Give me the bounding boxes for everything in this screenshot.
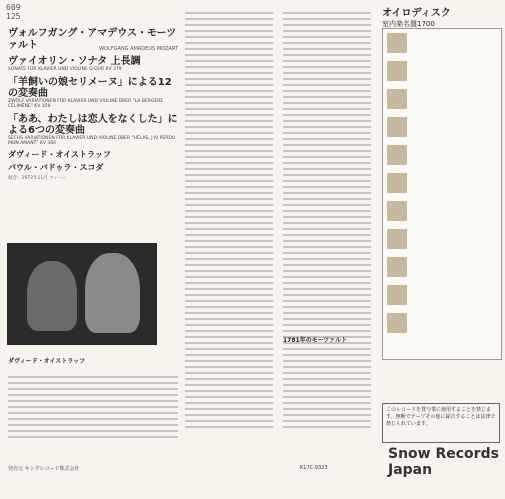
pianist-figure — [85, 253, 140, 333]
work-2-title: 「羊飼いの娘セリメーヌ」による12の変奏曲 — [8, 76, 172, 99]
album-thumb — [387, 229, 407, 249]
catalog-item — [387, 285, 495, 305]
brand-label: オイロディスク — [382, 8, 451, 19]
album-thumb — [387, 61, 407, 81]
catalog-item — [387, 145, 495, 165]
body-text-col-left-bottom — [8, 372, 178, 442]
album-thumb — [387, 145, 407, 165]
album-thumb — [387, 33, 407, 53]
violinist-figure — [27, 261, 77, 331]
series-catalog-box — [382, 28, 502, 360]
catalog-item — [387, 229, 495, 249]
catalog-item — [387, 313, 495, 333]
album-thumb — [387, 285, 407, 305]
watermark-text: Snow Records Japan — [388, 446, 499, 478]
program-block — [8, 28, 178, 181]
performer-piano: パウル・バドゥラ・スコダ — [8, 162, 104, 172]
work-1-subtitle: SONATE FÜR KLAVIER UND VIOLINE G-DUR KV 379 — [8, 67, 122, 72]
footer-catalog-code: K17C-9323 — [300, 465, 328, 471]
catalog-item — [387, 89, 495, 109]
album-thumb — [387, 117, 407, 137]
composer-name-jp: ヴォルフガング・アマデウス・モーツァルト — [8, 28, 177, 51]
album-thumb — [387, 89, 407, 109]
catalog-item — [387, 201, 495, 221]
album-thumb — [387, 201, 407, 221]
catalog-stamp — [6, 3, 20, 21]
recording-info: 録音：1972年11月 ウィーン — [8, 175, 67, 181]
performers-photo — [7, 243, 157, 345]
copyright-notice: このレコードを貸与業に使用することを禁じます。無断でテープその他に録音することは法律で禁じられています。 — [382, 403, 500, 443]
work-2-subtitle: ZWÖLF VARIATIONEN FÜR KLAVIER UND VIOLINE ÜBER "LA BERGÈRE CÉLIMÈNE" KV 359 — [8, 98, 164, 109]
catalog-item — [387, 61, 495, 81]
performer-violin: ダヴィード・オイストラッフ — [8, 149, 111, 159]
album-thumb — [387, 173, 407, 193]
composer-name-en: WOLFGANG AMADEUS MOZART — [99, 46, 178, 52]
body-text-col-3 — [283, 8, 371, 432]
section-heading-oistrakh: ダヴィード・オイストラッフ — [8, 358, 86, 365]
work-1-title: ヴァイオリン・ソナタ 上長調 — [8, 56, 141, 67]
series-label: 室内楽名盤1700 — [382, 20, 435, 28]
catalog-item — [387, 173, 495, 193]
album-thumb — [387, 257, 407, 277]
stamp-line-1: 609 — [6, 3, 21, 12]
work-3-subtitle: SECHS VARIATIONEN FÜR KLAVIER UND VIOLINE ÜBER "HÉLAS, J'AI PERDU MON AMANT" KV 360 — [8, 135, 176, 146]
stamp-line-2: 125 — [6, 12, 21, 21]
catalog-item — [387, 33, 495, 53]
series-header — [382, 4, 500, 28]
album-thumb — [387, 313, 407, 333]
catalog-item — [387, 117, 495, 137]
catalog-item — [387, 257, 495, 277]
body-text-col-2 — [185, 8, 273, 432]
section-heading-1781: 1781年のモーツァルト — [283, 337, 348, 344]
footer-publisher: 発売元 キングレコード株式会社 — [8, 466, 80, 472]
work-3-title: 「ああ、わたしは恋人をなくした」による6つの変奏曲 — [8, 113, 178, 136]
